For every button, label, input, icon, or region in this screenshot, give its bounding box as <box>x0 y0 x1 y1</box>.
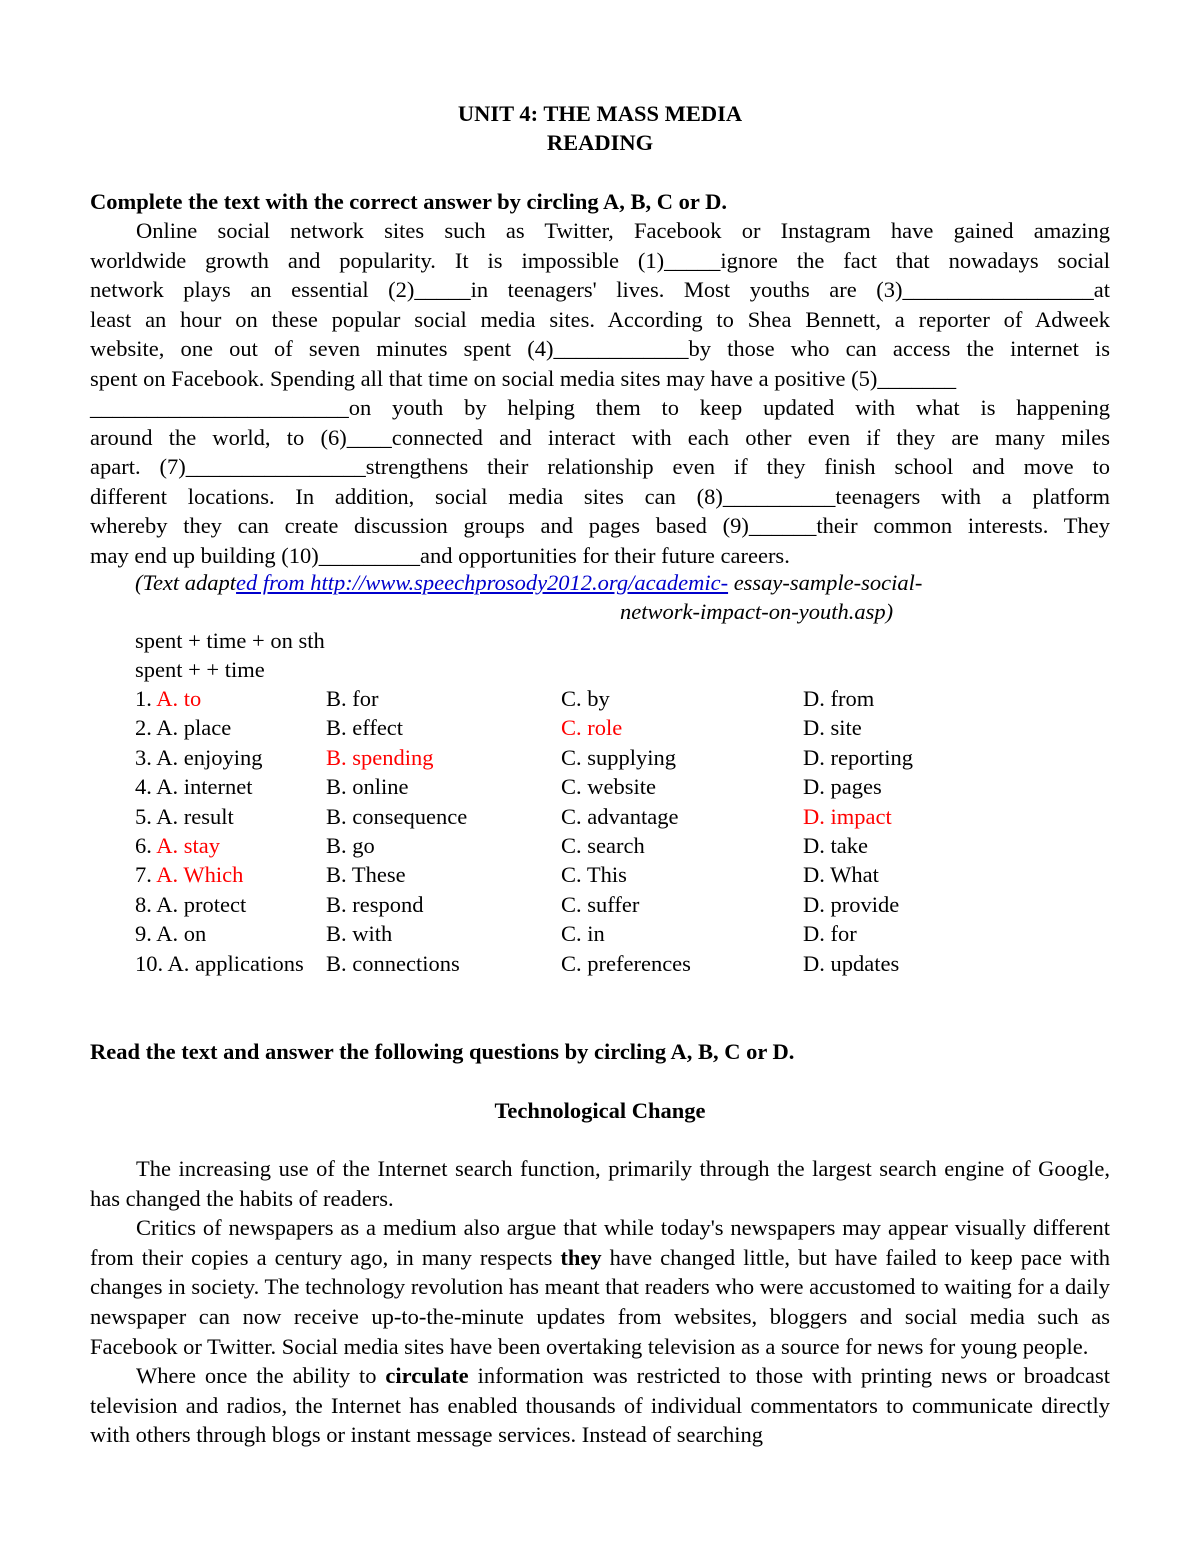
option-label: D. updates <box>803 950 900 976</box>
option-d[interactable] <box>803 860 879 889</box>
option-b[interactable] <box>326 802 467 831</box>
passage-line: apart. (7)________________strengthens their relationship even if they finish school and move to <box>90 454 1110 479</box>
option-label: A. protect <box>156 891 247 917</box>
source-suffix: essay-sample-social- <box>728 570 923 595</box>
passage-line: _______________________on youth by helping them to keep updated with what is happening <box>90 395 1110 420</box>
option-label: B. online <box>326 774 409 800</box>
option-d[interactable] <box>803 743 913 772</box>
option-d[interactable] <box>803 713 862 742</box>
option-d[interactable] <box>803 890 899 919</box>
option-a[interactable] <box>135 743 263 772</box>
option-label: A. Which <box>156 862 244 888</box>
source-citation-line2: network-impact-on-youth.asp) <box>620 599 894 624</box>
option-label: A. stay <box>156 832 221 858</box>
option-label: A. on <box>156 921 207 947</box>
option-b[interactable] <box>326 772 409 801</box>
option-d[interactable] <box>803 949 899 978</box>
option-label: D. from <box>803 686 875 711</box>
unit-title: UNIT 4: THE MASS MEDIA <box>457 101 743 126</box>
passage-line: whereby they can create discussion groups and pages based (9)______their common interests. They <box>90 513 1110 538</box>
option-a[interactable] <box>135 860 243 889</box>
passage-line: website, one out of seven minutes spent (4)____________by those who can access the internet is <box>90 336 1110 361</box>
option-b[interactable] <box>326 890 424 919</box>
option-a[interactable] <box>135 831 220 860</box>
option-d[interactable] <box>803 831 868 860</box>
highlighted-word: they <box>560 1244 602 1270</box>
question-number: 8. <box>135 891 152 917</box>
passage-line: least an hour on these popular social media sites. According to Shea Bennett, a reporter of Adweek <box>90 306 1110 332</box>
option-label: C. preferences <box>561 950 691 976</box>
option-b[interactable] <box>326 713 403 742</box>
option-c[interactable] <box>561 772 656 801</box>
option-label: D. site <box>803 715 862 741</box>
option-c[interactable] <box>561 713 622 742</box>
option-label: A. internet <box>156 774 253 800</box>
option-b[interactable] <box>326 743 434 772</box>
option-c[interactable] <box>561 949 691 978</box>
passage-line: around the world, to (6)____connected and interact with each other even if they are many miles <box>90 424 1110 450</box>
option-label: C. This <box>561 862 627 888</box>
option-label: C. advantage <box>561 803 679 829</box>
paragraph-text: have changed little, but have failed to keep pace with changes in society. The technology revolution has meant that readers who were accustomed to waiting for a daily newspaper can now receive up-to-the-minute updates from websites, bloggers and social media such as Facebook or Twitter. Social media sites have been overtaking television as a source for news for young people. <box>90 1244 1110 1359</box>
passage-line: network plays an essential (2)_____in teenagers' lives. Most youths are (3)_________________at <box>90 277 1110 302</box>
grammar-note: spent + + time <box>135 657 265 682</box>
question-number: 6. <box>135 832 152 858</box>
passage-line: worldwide growth and popularity. It is impossible (1)_____ignore the fact that nowadays social <box>90 247 1110 273</box>
option-d[interactable] <box>803 919 857 948</box>
option-label: C. suffer <box>561 891 640 917</box>
option-label: D. provide <box>803 891 900 917</box>
question-number: 3. <box>135 744 152 770</box>
option-label: C. supplying <box>561 744 677 770</box>
option-a[interactable] <box>135 949 304 978</box>
option-label: A. to <box>156 686 202 711</box>
source-prefix: (Text adapt <box>135 570 237 595</box>
option-a[interactable] <box>135 684 201 713</box>
option-label: C. website <box>561 774 656 800</box>
passage-title: Technological Change <box>494 1098 706 1123</box>
option-label: C. role <box>561 715 623 741</box>
option-label: B. respond <box>326 891 424 917</box>
option-b[interactable] <box>326 684 379 713</box>
option-label: D. take <box>803 832 868 858</box>
option-b[interactable] <box>326 860 406 889</box>
question-number: 4. <box>135 774 152 800</box>
option-d[interactable] <box>803 772 882 801</box>
exercise1-instruction: Complete the text with the correct answer by circling A, B, C or D. <box>90 189 727 214</box>
question-number: 2. <box>135 715 152 741</box>
option-label: B. effect <box>326 715 404 741</box>
paragraph-text: information was restricted to those with printing news or broadcast television and radios, the Internet has enabled thousands of individual commentators to communicate directly with others through blogs or instant message services. Instead of searching <box>90 1363 1110 1448</box>
option-label: D. pages <box>803 774 882 800</box>
option-label: C. in <box>561 921 605 947</box>
option-label: B. with <box>326 921 393 947</box>
passage-paragraph: The increasing use of the Internet search function, primarily through the largest search engine of Google, has changed the habits of readers. <box>90 1156 1110 1211</box>
option-label: D. impact <box>803 803 892 829</box>
question-number: 1. <box>135 686 152 711</box>
source-link[interactable]: ed from http://www.speechprosody2012.org/academic- <box>236 570 729 595</box>
option-d[interactable] <box>803 684 874 713</box>
option-label: B. spending <box>326 744 434 770</box>
option-a[interactable] <box>135 890 246 919</box>
question-number: 5. <box>135 803 152 829</box>
option-c[interactable] <box>561 743 676 772</box>
passage-line: may end up building (10)_________and opportunities for their future careers. <box>90 542 790 568</box>
option-b[interactable] <box>326 919 392 948</box>
highlighted-word: circulate <box>385 1363 469 1389</box>
option-c[interactable] <box>561 684 610 713</box>
option-label: A. enjoying <box>156 744 263 770</box>
passage-line: Online social network sites such as Twitter, Facebook or Instagram have gained amazing <box>136 218 1110 243</box>
question-number: 10. <box>135 950 164 976</box>
section-title: READING <box>546 130 654 155</box>
exercise2-instruction: Read the text and answer the following questions by circling A, B, C or D. <box>90 1039 795 1064</box>
option-a[interactable] <box>135 772 252 801</box>
option-label: D. for <box>803 921 857 947</box>
grammar-note: spent + time + on sth <box>135 628 325 653</box>
paragraph-text: Critics of newspapers as a medium also argue that while today's newspapers may appear visually different from their copies a century ago, in many respects <box>90 1215 1110 1270</box>
option-label: D. reporting <box>803 744 913 770</box>
option-a[interactable] <box>135 802 234 831</box>
option-label: C. search <box>561 832 645 858</box>
option-c[interactable] <box>561 890 639 919</box>
option-label: C. by <box>561 686 610 711</box>
paragraph-text: Where once the ability to <box>136 1363 386 1389</box>
option-a[interactable] <box>135 713 231 742</box>
option-b[interactable] <box>326 949 460 978</box>
option-label: B. consequence <box>326 803 468 829</box>
option-c[interactable] <box>561 860 627 889</box>
option-label: A. applications <box>167 950 304 976</box>
passage-line: different locations. In addition, social media sites can (8)__________teenagers with a platform <box>90 483 1110 509</box>
passage-line: spent on Facebook. Spending all that time on social media sites may have a positive (5)_______ <box>90 365 957 391</box>
option-label: D. What <box>803 862 879 888</box>
option-label: B. for <box>326 686 379 711</box>
option-label: B. connections <box>326 950 460 976</box>
option-label: A. result <box>156 803 234 829</box>
passage-paragraph <box>90 1213 1110 1361</box>
source-citation <box>135 568 922 598</box>
option-label: A. place <box>156 715 232 741</box>
passage-paragraph <box>90 1361 1110 1450</box>
option-b[interactable] <box>326 831 375 860</box>
option-c[interactable] <box>561 831 645 860</box>
option-label: B. These <box>326 862 406 888</box>
option-c[interactable] <box>561 919 605 948</box>
option-c[interactable] <box>561 802 678 831</box>
question-number: 7. <box>135 862 152 888</box>
option-d[interactable] <box>803 802 892 831</box>
option-a[interactable] <box>135 919 206 948</box>
question-number: 9. <box>135 921 152 947</box>
option-label: B. go <box>326 832 375 858</box>
exercise2-passage <box>90 1154 1110 1450</box>
